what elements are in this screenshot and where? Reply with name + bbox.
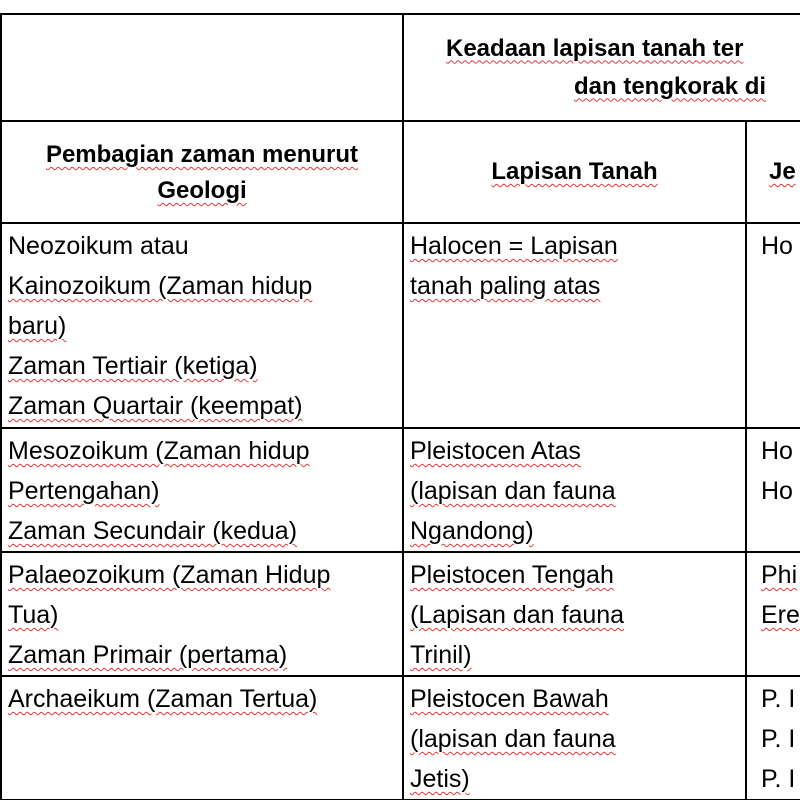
table-group-header-cell <box>403 14 800 121</box>
row-4-layer-cell: Pleistocen Bawah (lapisan dan fauna Jetis) <box>403 676 746 800</box>
row-3-type-cell: Phi Ere <box>746 552 800 676</box>
column-header-line-2: Geologi <box>157 177 247 204</box>
column-header-geologic-era <box>1 121 403 223</box>
geology-table <box>0 13 800 800</box>
row-1-type-cell: Ho <box>746 223 800 428</box>
row-4-era-cell: Archaeikum (Zaman Tertua) <box>1 676 403 800</box>
row-2-layer-cell: Pleistocen Atas (lapisan dan fauna Ngandong) <box>403 428 746 552</box>
row-4-type-cell: P. I P. I P. I <box>746 676 800 800</box>
row-3-era-cell: Palaeozoikum (Zaman Hidup Tua) Zaman Primair (pertama) <box>1 552 403 676</box>
table-row <box>1 676 800 800</box>
table-empty-corner-cell <box>1 14 403 121</box>
table-row <box>1 552 800 676</box>
table-row <box>1 223 800 428</box>
group-header-line-1: Keadaan lapisan tanah ter <box>446 34 744 62</box>
row-2-type-cell: Ho Ho <box>746 428 800 552</box>
row-2-era-cell: Mesozoikum (Zaman hidup Pertengahan) Zaman Secundair (kedua) <box>1 428 403 552</box>
group-header-line-2: dan tengkorak di <box>574 72 767 100</box>
table-group-header-row <box>1 14 800 121</box>
column-header-soil-layer: Lapisan Tanah <box>403 121 746 223</box>
table-column-header-row <box>1 121 800 223</box>
row-3-layer-cell: Pleistocen Tengah (Lapisan dan fauna Trinil) <box>403 552 746 676</box>
table-row <box>1 428 800 552</box>
column-header-type: Je <box>746 121 800 223</box>
row-1-era-cell: Neozoikum atau Kainozoikum (Zaman hidup baru) Zaman Tertiair (ketiga) Zaman Quartair (keempat) <box>1 223 403 428</box>
column-header-line-1: Pembagian zaman menurut <box>45 141 359 168</box>
row-1-layer-cell: Halocen = Lapisan tanah paling atas <box>403 223 746 428</box>
